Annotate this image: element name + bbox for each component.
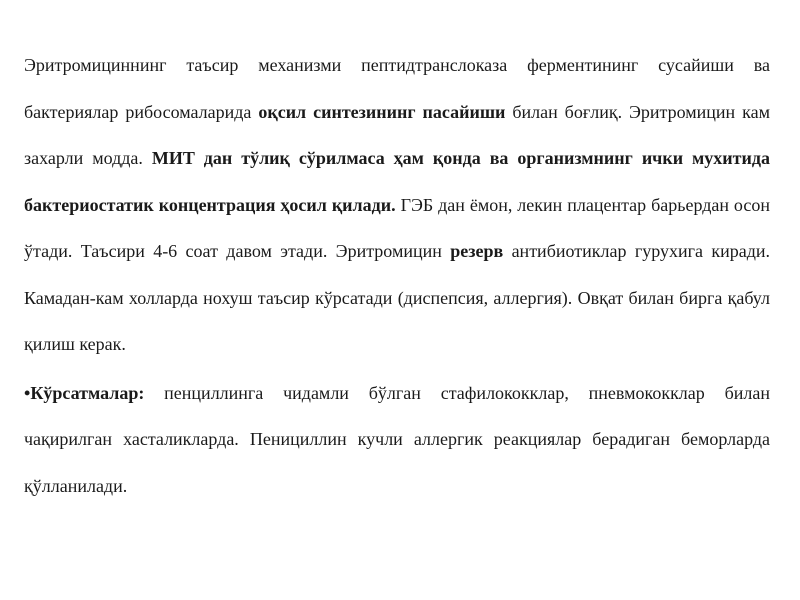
bullet-marker: •	[24, 382, 31, 403]
text-run: Эритромициннинг таъсир механизми пептидтранслоказа ферментининг сусайиши ва бактериялар рибосомаларида	[24, 55, 770, 122]
text-run: пенциллинга чидамли бўлган стафилококклар, пневмококклар билан чақирилган хасталикларда. Пенициллин кучли аллергик реакциялар берадиган беморларда қўлланилади.	[24, 382, 770, 496]
bold-run-reserve: резерв	[450, 241, 504, 261]
bold-run-protein-synthesis: оқсил синтезининг пасайиши	[258, 101, 506, 122]
bold-run-absorption: МИТ дан тўлиқ сўрилмаса ҳам қонда ва организмнинг ички мухитида бактериостатик концентрация ҳосил қилади.	[24, 148, 770, 215]
text-run: антибиотиклар гурухига киради. Камадан-кам холларда нохуш таъсир кўрсатади (диспепсия, аллергия). Овқат билан бирга қабул қилиш керак.	[24, 241, 770, 354]
slide-content	[24, 42, 770, 509]
text-run: билан боғлиқ. Эритромицин кам захарли модда.	[24, 101, 770, 168]
paragraph-mechanism	[24, 42, 770, 368]
bold-run-indications-label: Кўрсатмалар:	[30, 382, 145, 403]
paragraph-indications	[24, 370, 770, 510]
text-run: ГЭБ дан ёмон, лекин плацентар барьердан осон ўтади. Таъсири 4-6 соат давом этади. Эритромицин	[24, 194, 770, 261]
